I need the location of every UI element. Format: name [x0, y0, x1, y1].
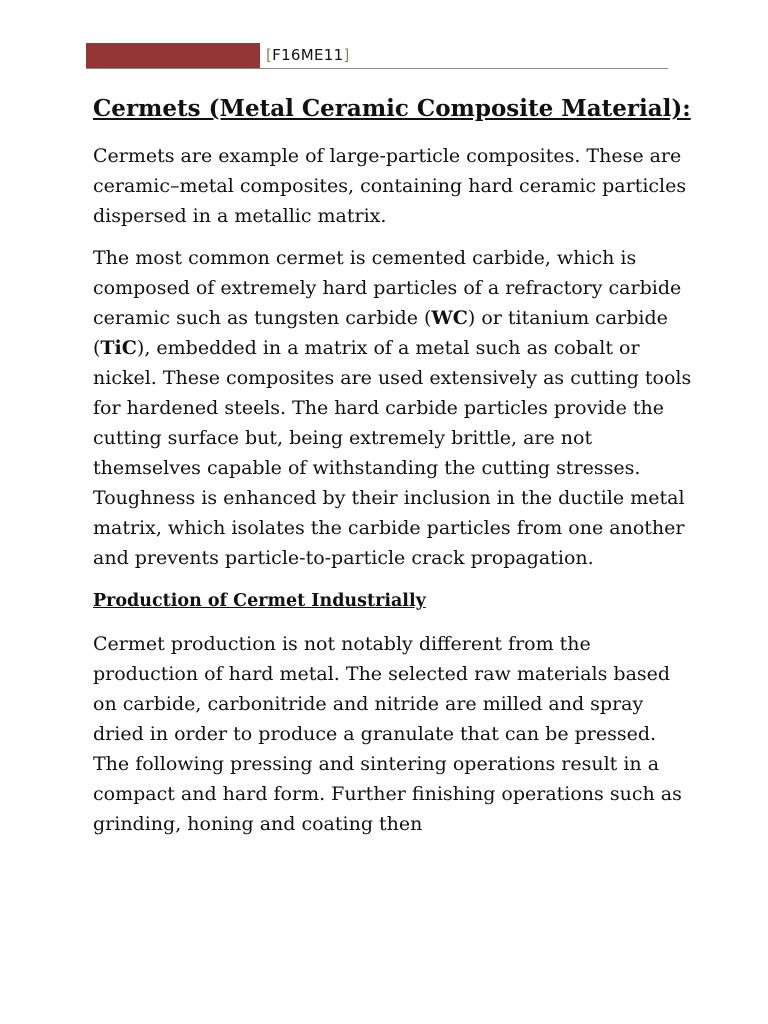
paragraph2-part2: ) or titanium carbide (	[93, 307, 668, 359]
page-header	[86, 43, 668, 69]
header-accent-bar	[86, 43, 260, 68]
paragraph2-part1: The most common cermet is cemented carbide, which is composed of extremely hard particles of a refractory carbide ceramic such as tungsten carbide (	[93, 247, 682, 329]
tic-term: TiC	[100, 337, 137, 359]
close-bracket: ]	[343, 46, 350, 64]
open-bracket: [	[266, 46, 273, 64]
header-rule	[86, 68, 668, 69]
document-code	[266, 46, 350, 64]
document-code-text: F16ME11	[272, 46, 344, 64]
document-body	[93, 88, 693, 839]
paragraph2-part3: ), embedded in a matrix of a metal such as cobalt or nickel. These composites are used extensively as cutting tools for hardened steels. The hard carbide particles provide the cutting surface but, being extremely brittle, are not themselves capable of withstanding the cutting stresses. Toughness is enhanced by their inclusion in the ductile metal matrix, which isolates the carbide particles from one another and prevents particle-to-particle crack propagation.	[93, 337, 692, 569]
section-heading-production: Production of Cermet Industrially	[93, 591, 426, 611]
page-title: Cermets (Metal Ceramic Composite Material):	[93, 95, 691, 122]
paragraph-cemented-carbide	[93, 243, 693, 573]
wc-term: WC	[431, 307, 468, 329]
paragraph-production: Cermet production is not notably different from the production of hard metal. The selected raw materials based on carbide, carbonitride and nitride are milled and spray dried in order to produce a granulate that can be pressed. The following pressing and sintering operations result in a compact and hard form. Further finishing operations such as grinding, honing and coating then	[93, 633, 682, 835]
paragraph-intro: Cermets are example of large-particle composites. These are ceramic–metal composites, containing hard ceramic particles dispersed in a metallic matrix.	[93, 145, 687, 227]
